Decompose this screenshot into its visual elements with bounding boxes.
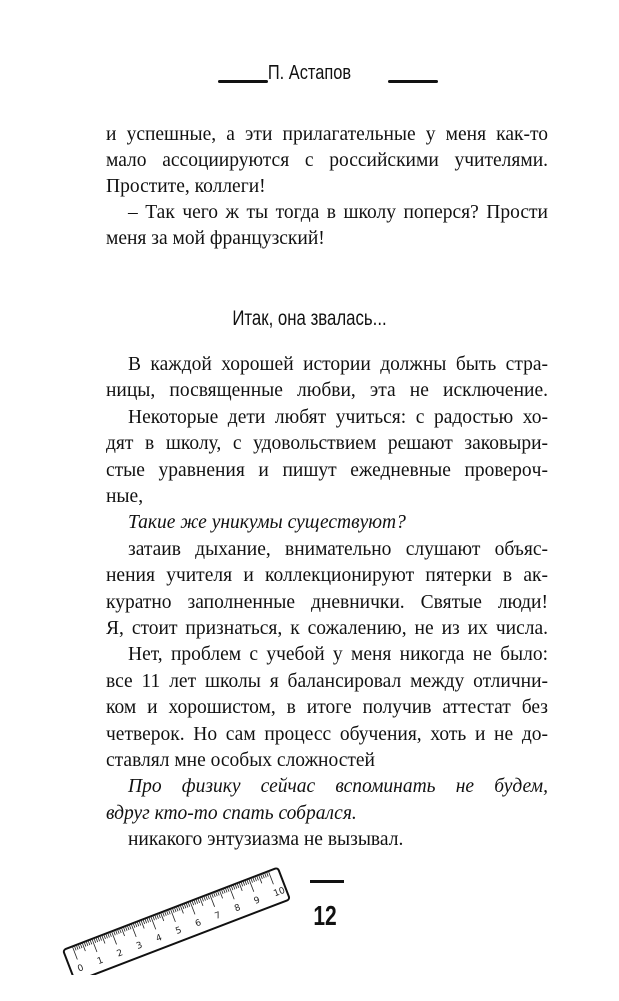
text-line: В каждой хорошей истории должны быть стра-: [128, 354, 548, 375]
ruler-label: 10: [272, 885, 287, 900]
text-line: – Так чего ж ты тогда в школу поперся? Прости: [128, 202, 548, 223]
text-line: никакого энтузиазма не вызывал.: [128, 829, 404, 851]
ruler-label: 8: [233, 902, 243, 915]
text-line: стые уравнения и пишут ежедневные проверoч-: [106, 459, 548, 481]
text-line: Такие же уникумы существуют?: [128, 512, 406, 534]
text-line: ные,: [106, 486, 144, 507]
text-line: и успешные, а эти прилагательные у меня как-то: [106, 124, 548, 145]
ruler-label: 0: [76, 963, 86, 975]
text-line: ницы, посвященные любви, эта не исключение.: [106, 380, 548, 402]
ruler-label: 1: [95, 955, 105, 968]
text-line: мало ассоциируются с российскими учителями.: [106, 150, 548, 171]
running-header-author: П. Астапов: [267, 62, 352, 84]
text-line: все 11 лет школы я балансировал между отлични-: [106, 670, 548, 692]
text-line: ставлял мне особых сложностей: [106, 750, 375, 771]
ruler-label: 3: [135, 940, 145, 952]
text-line: куратно заполненные дневнички. Святые люди!: [106, 591, 548, 613]
text-line: Простите, коллеги!: [106, 176, 266, 197]
text-line: Я, стоит признаться, к сожалению, не из их числа.: [106, 618, 548, 639]
text-line: Некоторые дети любят учиться: с радостью хо-: [128, 406, 548, 428]
ruler-label: 4: [154, 933, 164, 945]
text-line: меня за мой французский!: [106, 228, 325, 249]
text-line: нения учителя и коллекционируют пятерки в ак-: [106, 565, 548, 587]
text-line: четверок. Но сам процесс обучения, хоть и не до-: [106, 723, 548, 745]
page-number: 12: [313, 900, 337, 931]
ruler-label: 9: [252, 895, 262, 907]
ruler-label: 5: [174, 925, 184, 937]
ruler-label: 7: [213, 910, 223, 922]
page-number-rule: [310, 880, 344, 883]
ruler-label: 6: [193, 918, 203, 930]
text-line: дят в школу, с удовольствием решают заковыри-: [106, 433, 548, 455]
text-line: затаив дыхание, внимательно слушают объяс-: [128, 538, 548, 560]
text-line: ком и хорошистом, в итоге получив аттестат без: [106, 697, 548, 719]
section-heading: Итак, она звалась...: [232, 307, 387, 330]
header-rule-right: [388, 80, 438, 83]
text-line: Нет, проблем с учебой у меня никогда не было:: [128, 644, 548, 666]
ruler-label: 2: [115, 948, 125, 960]
ruler-illustration: [55, 865, 295, 975]
text-line: вдруг кто-то спать собрался.: [106, 802, 357, 824]
text-line: Про физику сейчас вспоминать не будем,: [128, 776, 548, 798]
